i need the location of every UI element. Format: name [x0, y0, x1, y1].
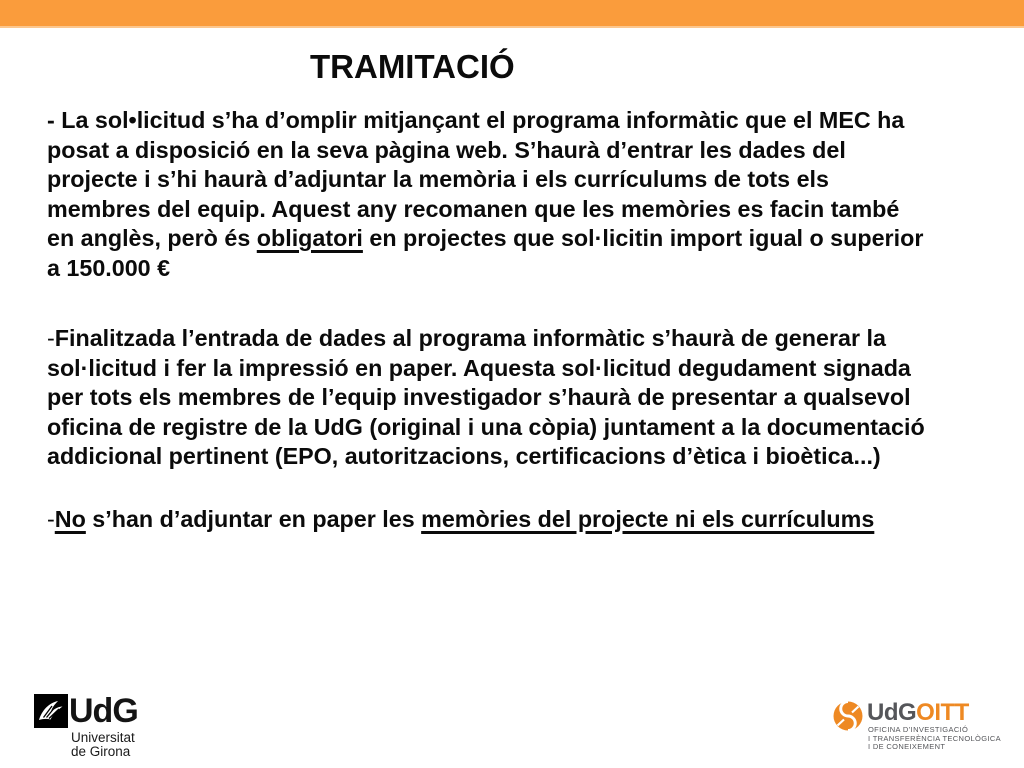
paragraph-2-text: Finalitzada l’entrada de dades al programa informàtic s’haurà de generar la sol·licitud i fer la impressió en paper. Aquesta sol·licitud degudament signada per tots els membres de l’equip investigador s’haurà de presentar a qualsevol oficina de registre de la UdG (original i una còpia) juntament a la documentació addicional pertinent (EPO, autoritzacions, certificacions d’ètica i bioètica...) [47, 325, 925, 469]
paragraph-1-text-cont: en projectes que sol·licitin import igual o superior a 150.000 € [47, 225, 924, 281]
oitt-logo-udg: UdG [867, 699, 917, 726]
paragraph-3-dash: - [47, 505, 55, 532]
oitt-logo-subtitle-line2: I TRANSFERÈNCIA TECNOLÒGICA [868, 733, 1001, 743]
udg-eagle-icon [34, 694, 68, 728]
paragraph-3 [47, 505, 927, 535]
paragraph-1 [47, 106, 927, 283]
oitt-logo-subtitle-line3: I DE CONEIXEMENT [868, 742, 946, 752]
paragraph-3-underlined-no: No [54, 505, 86, 532]
paragraph-3-underlined-phrase: memòries del projecte ni els currículums [421, 505, 875, 532]
body-text [47, 106, 927, 534]
paragraph-3-text: s’han d’adjuntar en paper les [85, 505, 422, 532]
oitt-logo-wordmark [867, 700, 969, 726]
oitt-logo-subtitle-line1: OFICINA D’INVESTIGACIÓ [868, 725, 969, 734]
oitt-swirl-icon [831, 699, 865, 733]
oitt-logo-subtitle [868, 726, 1001, 752]
paragraph-1-underlined-word: obligatori [256, 225, 363, 251]
udg-logo-acronym: UdG [69, 692, 138, 730]
paragraph-2 [47, 324, 927, 472]
udg-logo-name-line2: de Girona [71, 744, 131, 759]
udg-logo-name-line1: Universitat [71, 730, 135, 745]
paragraph-1-text: - La sol•licitud s’ha d’omplir mitjançant el programa informàtic que el MEC ha posat a disposició en la seva pàgina web. S’haurà d’entrar les dades del projecte i s’hi haurà d’adjuntar la memòria i els currículums de tots els membres del equip. Aquest any recomanen que les memòries es facin també en anglès, però és [47, 107, 905, 251]
slide-title: TRAMITACIÓ [310, 48, 515, 85]
top-orange-bar [0, 0, 1024, 28]
oitt-logo-oitt: OITT [916, 699, 969, 726]
paragraph-2-dash: - [47, 325, 55, 351]
